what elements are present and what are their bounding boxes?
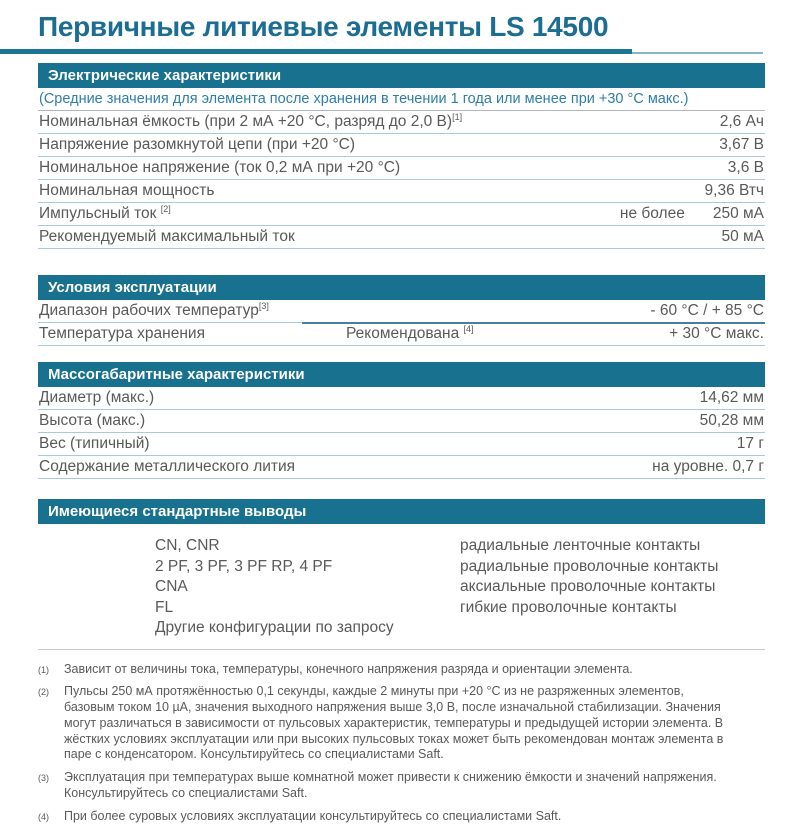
spec-row: [38, 300, 765, 323]
row-label: Диаметр (макс.): [39, 390, 700, 406]
section-terminals: [38, 499, 765, 643]
terminal-code: FL: [155, 598, 460, 619]
row-note: не более: [620, 206, 685, 222]
row-value: 50,28 мм: [700, 413, 764, 429]
row-value: - 60 °C / + 85 °C: [650, 303, 764, 319]
footnote-ref: [1]: [452, 112, 462, 122]
row-label-text: Напряжение разомкнутой цепи (при +20 °C): [39, 136, 355, 153]
row-value: 14,62 мм: [700, 390, 764, 406]
spec-row: [38, 157, 765, 180]
spec-row: [38, 203, 765, 226]
row-label-text: Рекомендуемый максимальный ток: [39, 228, 295, 245]
row-label-text: Импульсный ток: [39, 205, 161, 222]
row-label: [39, 183, 705, 199]
terminal-code: CNA: [155, 577, 460, 598]
terminals-row: [155, 618, 765, 639]
page-title: Первичные литиевые элементы LS 14500: [38, 10, 762, 44]
terminal-desc: гибкие проволочные контакты: [460, 598, 765, 619]
row-label-text: Номинальная мощность: [39, 182, 214, 199]
section-electrical: [38, 63, 765, 249]
row-value: 3,6 В: [728, 160, 764, 176]
terminals-list: [38, 524, 765, 643]
terminals-row: [155, 536, 765, 557]
row-label: [39, 229, 721, 245]
row-value: 50 мА: [721, 229, 764, 245]
section-header-bar: Электрические характеристики: [38, 63, 765, 88]
section-operating: [38, 275, 765, 346]
spec-row: [38, 134, 765, 157]
terminals-row: [155, 577, 765, 598]
footnote: [38, 770, 765, 802]
terminal-desc: аксиальные проволочные контакты: [460, 577, 765, 598]
footnote: [38, 684, 765, 763]
terminal-desc: радиальные проволочные контакты: [460, 557, 765, 578]
spec-row: [38, 180, 765, 203]
title-underline: [0, 49, 763, 54]
section-header-bar: Условия эксплуатации: [38, 275, 765, 300]
row-value: на уровне. 0,7 г: [652, 459, 764, 475]
footnote-ref: [3]: [259, 301, 269, 311]
section-subtitle: (Средние значения для элемента после хранения в течении 1 года или менее при +30 °C макс.): [38, 88, 765, 111]
row-label-text: Номинальное напряжение (ток 0,2 мА при +20 °C): [39, 159, 400, 176]
row-middle-text: Рекомендована: [346, 325, 464, 342]
terminal-desc: радиальные ленточные контакты: [460, 536, 765, 557]
spec-row: [38, 387, 765, 410]
terminal-code: 2 PF, 3 PF, 3 PF RP, 4 PF: [155, 557, 460, 578]
footnote-marker: (4): [38, 809, 64, 824]
footnote-marker: (1): [38, 662, 64, 678]
terminal-desc: [460, 618, 765, 639]
spec-row: [38, 111, 765, 134]
terminal-code: CN, CNR: [155, 536, 460, 557]
page-content: [38, 63, 765, 824]
row-value: 17 г: [737, 436, 764, 452]
footnote-text: Эксплуатация при температурах выше комнатной может привести к снижению ёмкости и значений напряжения. Консультируйтесь со специалистами Saft.: [64, 770, 765, 802]
row-label: [39, 114, 720, 130]
row-label: [39, 326, 346, 342]
spec-row: [38, 226, 765, 249]
row-label: [39, 160, 728, 176]
section-header-bar: Имеющиеся стандартные выводы: [38, 499, 765, 524]
terminals-row: [155, 557, 765, 578]
footnote-text: При более суровых условиях эксплуатации консультируйтесь со специалистами Saft.: [64, 809, 765, 824]
footnote-marker: (3): [38, 770, 64, 802]
row-label: [39, 303, 346, 319]
footnote-text: Пульсы 250 мА протяжённостью 0,1 секунды, каждые 2 минуты при +20 °C из не разряженных элементов, базовым током 10 µА, значения выходного напряжения выше 3,0 В, после изначальной стабилизации. Значения могут различаться в зависимости от пульсовых характеристик, температуры и предыдущей истории элемента. В жёстких условиях эксплуатации или при высоких пульсовых токах может быть рекомендован монтаж элемента в паре с конденсатором. Консультируйтесь со специалистами Saft.: [64, 684, 765, 763]
row-label-text: Температура хранения: [39, 325, 205, 342]
footnotes-divider: [38, 649, 765, 650]
row-value: + 30 °C макс.: [669, 326, 764, 342]
section-dimensions: [38, 362, 765, 479]
row-label-text: Диапазон рабочих температур: [39, 302, 259, 319]
datasheet-page: [0, 10, 800, 810]
row-label: Вес (типичный): [39, 436, 737, 452]
row-label-text: Номинальная ёмкость (при 2 мА +20 °C, разряд до 2,0 В): [39, 113, 452, 130]
footnote-text: Зависит от величины тока, температуры, конечного напряжения разряда и ориентации элемента.: [64, 662, 765, 678]
terminal-code: Другие конфигурации по запросу: [155, 618, 460, 639]
row-value: 250 мА: [713, 206, 764, 222]
row-label: Высота (макс.): [39, 413, 700, 429]
row-label: [39, 137, 719, 153]
section-header-bar: Массогабаритные характеристики: [38, 362, 765, 387]
footnote: [38, 662, 765, 678]
row-label: [39, 206, 620, 222]
spec-row: [38, 323, 765, 346]
terminals-row: [155, 598, 765, 619]
row-value: 3,67 В: [719, 137, 764, 153]
spec-row: [38, 456, 765, 479]
row-label: Содержание металлического лития: [39, 459, 652, 475]
footnote-marker: (2): [38, 684, 64, 763]
row-value: 2,6 Ач: [720, 114, 764, 130]
footnote-ref: [4]: [464, 324, 474, 334]
footnote-ref: [2]: [161, 204, 171, 214]
row-middle: [346, 326, 669, 342]
row-value: 9,36 Втч: [705, 183, 764, 199]
footnote: [38, 809, 765, 824]
spec-row: [38, 410, 765, 433]
title-underline-thick: [0, 49, 632, 54]
title-underline-thin: [632, 52, 763, 54]
spec-row: [38, 433, 765, 456]
